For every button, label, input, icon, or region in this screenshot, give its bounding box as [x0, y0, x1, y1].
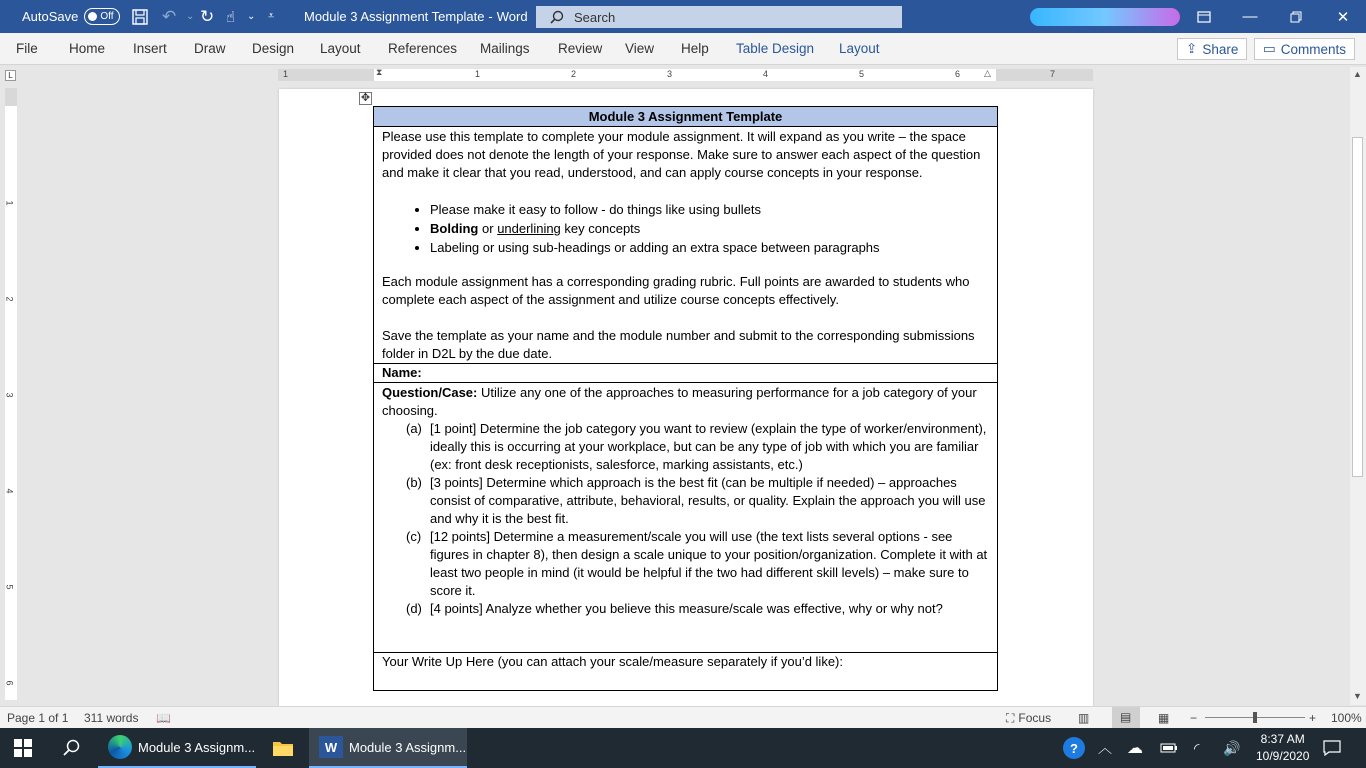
ruler-number: 5	[4, 584, 15, 590]
ruler-number: 2	[4, 296, 15, 302]
toggle-knob	[88, 12, 97, 21]
item-label: (a)	[406, 421, 422, 436]
window-title	[304, 0, 528, 33]
autosave-label: AutoSave	[22, 9, 79, 24]
question-paragraph	[382, 384, 989, 420]
autosave-state: Off	[100, 11, 114, 22]
ruler-number: 1	[475, 69, 481, 79]
indent-marker-icon[interactable]: ⧗	[376, 67, 383, 77]
taskbar-app-label: Module 3 Assignm...	[138, 739, 256, 755]
ribbon-display-icon	[1197, 11, 1211, 23]
item-text: [1 point] Determine the job category you want to review (explain the type of worker/environment), ideally this is occurring at your workplace, but can be any type of job with which you are familiar (ex: front desk receptionists, salesforce, marking assistants, etc.)	[430, 421, 987, 472]
item-label: (c)	[406, 529, 422, 544]
search-icon	[550, 10, 564, 24]
help-tray-button[interactable]	[1063, 728, 1085, 768]
right-indent-marker-icon[interactable]: △	[984, 68, 991, 78]
question-cell[interactable]	[374, 383, 998, 653]
taskbar-file-explorer[interactable]	[272, 728, 294, 768]
focus-icon: ⛶	[1006, 711, 1015, 725]
tab-selector[interactable]: L	[5, 70, 16, 81]
list-item	[382, 528, 989, 600]
close-icon: ✕	[1336, 8, 1350, 26]
tab-table-design[interactable]: Table Design	[736, 41, 815, 56]
underline-text: underlining	[497, 221, 561, 236]
comments-button[interactable]	[1254, 38, 1355, 60]
ruler-number: 3	[4, 392, 15, 398]
ruler-number: 2	[571, 69, 577, 79]
vertical-scrollbar[interactable]	[1350, 67, 1366, 705]
notifications-button[interactable]	[1323, 728, 1341, 768]
start-button[interactable]	[14, 728, 32, 768]
share-label: Share	[1202, 41, 1239, 57]
title-bar	[0, 0, 1366, 33]
redo-icon: ↻	[200, 6, 215, 26]
clock-date: 10/9/2020	[1256, 749, 1310, 763]
tab-references[interactable]: References	[388, 41, 458, 56]
comments-label: Comments	[1280, 41, 1347, 57]
zoom-slider-thumb[interactable]	[1253, 712, 1257, 723]
tab-table-layout[interactable]: Layout	[839, 41, 880, 56]
item-label: (b)	[406, 475, 422, 490]
cloud-icon: ☁	[1127, 740, 1143, 757]
ribbon-tabs	[0, 33, 1366, 65]
list-item	[430, 219, 989, 238]
wifi-icon: ◜	[1194, 739, 1200, 756]
web-layout-icon[interactable]: ▦	[1158, 711, 1170, 725]
restore-icon	[1290, 11, 1302, 23]
taskbar	[0, 728, 1366, 768]
save-icon	[131, 8, 149, 26]
zoom-in-button[interactable]: +	[1309, 711, 1317, 725]
bold-text: Bolding	[430, 221, 479, 236]
close-button[interactable]	[1320, 0, 1366, 33]
ruler-number: 4	[4, 488, 15, 494]
instructions-cell[interactable]	[374, 127, 998, 364]
tab-help[interactable]: Help	[681, 41, 709, 56]
volume-tray[interactable]	[1223, 728, 1240, 768]
folder-icon	[272, 739, 294, 757]
search-placeholder: Search	[574, 9, 616, 25]
edge-icon	[108, 735, 132, 759]
status-bar	[0, 706, 1366, 728]
battery-icon	[1160, 743, 1178, 753]
undo-icon: ↶	[162, 6, 177, 26]
notification-icon	[1323, 740, 1341, 756]
search-box[interactable]	[536, 6, 902, 28]
item-text: [4 points] Analyze whether you believe this measure/scale was effective, why or why not?	[430, 601, 943, 616]
share-icon: ⇪	[1186, 41, 1198, 56]
scroll-up-icon[interactable]: ▲	[1353, 69, 1362, 79]
autosave[interactable]	[22, 0, 120, 33]
zoom-slider[interactable]	[1205, 717, 1305, 718]
question-text: Utilize any one of the approaches to measuring performance for a job category of your choosing.	[382, 385, 977, 418]
undo-dropdown[interactable]	[186, 0, 194, 33]
assignment-table	[373, 106, 998, 691]
focus-button[interactable]	[1006, 711, 1051, 726]
vertical-ruler[interactable]	[5, 88, 17, 700]
taskbar-search-button[interactable]	[63, 728, 81, 768]
scroll-thumb[interactable]	[1352, 137, 1363, 477]
name-cell[interactable]	[374, 364, 998, 383]
tab-mailings[interactable]: Mailings	[480, 41, 530, 56]
wifi-tray[interactable]	[1194, 728, 1199, 768]
onedrive-tray[interactable]	[1127, 728, 1143, 768]
undo-button[interactable]	[162, 0, 176, 33]
writeup-cell[interactable]	[374, 653, 998, 691]
ruler-number: 3	[667, 69, 673, 79]
taskbar-edge-app[interactable]	[98, 728, 256, 768]
ruler-number: 1	[4, 200, 15, 206]
account-avatar[interactable]	[1030, 8, 1180, 26]
text-key-concepts: key concepts	[560, 221, 641, 236]
list-item: • Please make it easy to follow - do things like using bullets	[430, 200, 989, 219]
item-text: [12 points] Determine a measurement/scale you will use (the text lists several options - see figures in chapter 8), then design a scale unique to your position/organization. Complete it with at least two people in mind (it would be helpful if the two had different skill levels) – make sure to score it.	[430, 529, 988, 598]
touch-icon: ☝	[226, 8, 236, 26]
chevron-down-icon: ⌄	[247, 11, 256, 22]
print-layout-icon: ▤	[1120, 710, 1132, 724]
tab-layout[interactable]: Layout	[320, 41, 361, 56]
windows-icon	[14, 739, 32, 757]
ruler-left-margin	[278, 69, 374, 81]
list-item	[382, 420, 989, 474]
minimize-button[interactable]	[1227, 0, 1273, 33]
tips-list	[382, 200, 989, 257]
ruler-top-margin	[5, 88, 17, 106]
share-button[interactable]	[1177, 38, 1247, 60]
table-move-handle-icon[interactable]: ✥	[360, 92, 371, 104]
scroll-down-icon[interactable]: ▼	[1353, 691, 1362, 701]
blank-line	[382, 257, 989, 273]
text-or: or	[478, 221, 498, 236]
ruler-number: 7	[1050, 69, 1056, 79]
tab-file[interactable]: File	[16, 41, 38, 56]
focus-label: Focus	[1018, 711, 1052, 725]
tab-insert[interactable]: Insert	[133, 41, 167, 56]
proofing-icon[interactable]: 📖	[156, 711, 171, 725]
show-hidden-icons[interactable]	[1098, 728, 1112, 768]
question-label: Question/Case:	[382, 385, 478, 400]
item-label: (d)	[406, 601, 422, 616]
item-text: [3 points] Determine which approach is the best fit (can be multiple if needed) – approaches consist of comparative, attribute, behavioral, results, or quality. Explain the approach you will use and why it is the best fit.	[430, 475, 986, 526]
speaker-icon: 🔊	[1223, 739, 1241, 756]
list-item: • Labeling or using sub-headings or adding an extra space between paragraphs	[430, 238, 989, 257]
clock[interactable]	[1256, 731, 1309, 765]
name-label: Name:	[382, 365, 422, 380]
tab-design[interactable]: Design	[252, 41, 295, 56]
taskbar-word-app[interactable]	[309, 728, 467, 768]
customize-qat-button[interactable]	[268, 0, 274, 33]
page-count[interactable]: Page 1 of 1	[7, 711, 69, 725]
save-paragraph: Save the template as your name and the module number and submit to the corresponding submissions folder in D2L by the due date.	[382, 328, 975, 361]
horizontal-ruler[interactable]	[278, 69, 1093, 81]
word-count[interactable]: 311 words	[84, 711, 139, 725]
zoom-out-button[interactable]: −	[1190, 711, 1198, 725]
autosave-toggle[interactable]	[84, 8, 120, 25]
touch-mode-button[interactable]	[226, 0, 235, 33]
rubric-paragraph: Each module assignment has a corresponding grading rubric. Full points are awarded to students who complete each aspect of the assignment and utilize course concepts effectively.	[382, 274, 970, 307]
redo-button[interactable]	[200, 0, 214, 33]
tab-home[interactable]: Home	[69, 41, 106, 56]
print-layout-button[interactable]	[1112, 707, 1140, 728]
restore-button[interactable]	[1273, 0, 1319, 33]
title-separator: -	[488, 9, 493, 24]
ruler-number: 1	[283, 69, 289, 79]
ruler-right-margin	[996, 69, 1093, 81]
ruler-number: 6	[4, 680, 15, 686]
zoom-level[interactable]: 100%	[1331, 711, 1362, 725]
app-name: Word	[496, 9, 528, 24]
clock-time: 8:37 AM	[1260, 732, 1305, 746]
minimize-icon: —	[1242, 8, 1258, 25]
blank-line	[382, 182, 989, 200]
ruler-number: 5	[859, 69, 865, 79]
list-item	[382, 474, 989, 528]
read-mode-icon[interactable]: ▥	[1078, 711, 1090, 725]
comment-icon: ▭	[1263, 41, 1276, 56]
touch-mode-dropdown[interactable]	[247, 0, 255, 33]
chevron-up-icon: ︿	[1098, 740, 1112, 756]
intro-paragraph: Please use this template to complete your module assignment. It will expand as you write – the space provided does not denote the length of your response. Make sure to answer each aspect of the question and make it clear that you read, understood, and can apply course concepts in your response.	[382, 129, 981, 180]
writeup-label: Your Write Up Here (you can attach your scale/measure separately if you’d like):	[382, 654, 843, 669]
customize-icon: ⩡	[268, 10, 275, 22]
table-header-cell[interactable]: Module 3 Assignment Template	[374, 107, 998, 127]
tab-draw[interactable]: Draw	[194, 41, 226, 56]
chevron-down-icon: ⌄	[186, 11, 195, 22]
battery-tray[interactable]	[1160, 728, 1178, 768]
ribbon-display-button[interactable]	[1181, 0, 1227, 33]
save-button[interactable]	[131, 0, 149, 33]
tab-view[interactable]: View	[625, 41, 655, 56]
taskbar-app-label: Module 3 Assignm...	[349, 739, 467, 755]
document-title: Module 3 Assignment Template	[304, 9, 485, 24]
ruler-number: 6	[955, 69, 961, 79]
tab-review[interactable]: Review	[558, 41, 603, 56]
search-icon	[63, 739, 81, 757]
list-item	[382, 600, 989, 618]
word-icon: W	[319, 736, 343, 758]
blank-line	[382, 309, 989, 327]
ruler-number: 4	[763, 69, 769, 79]
help-icon: ?	[1063, 737, 1085, 759]
